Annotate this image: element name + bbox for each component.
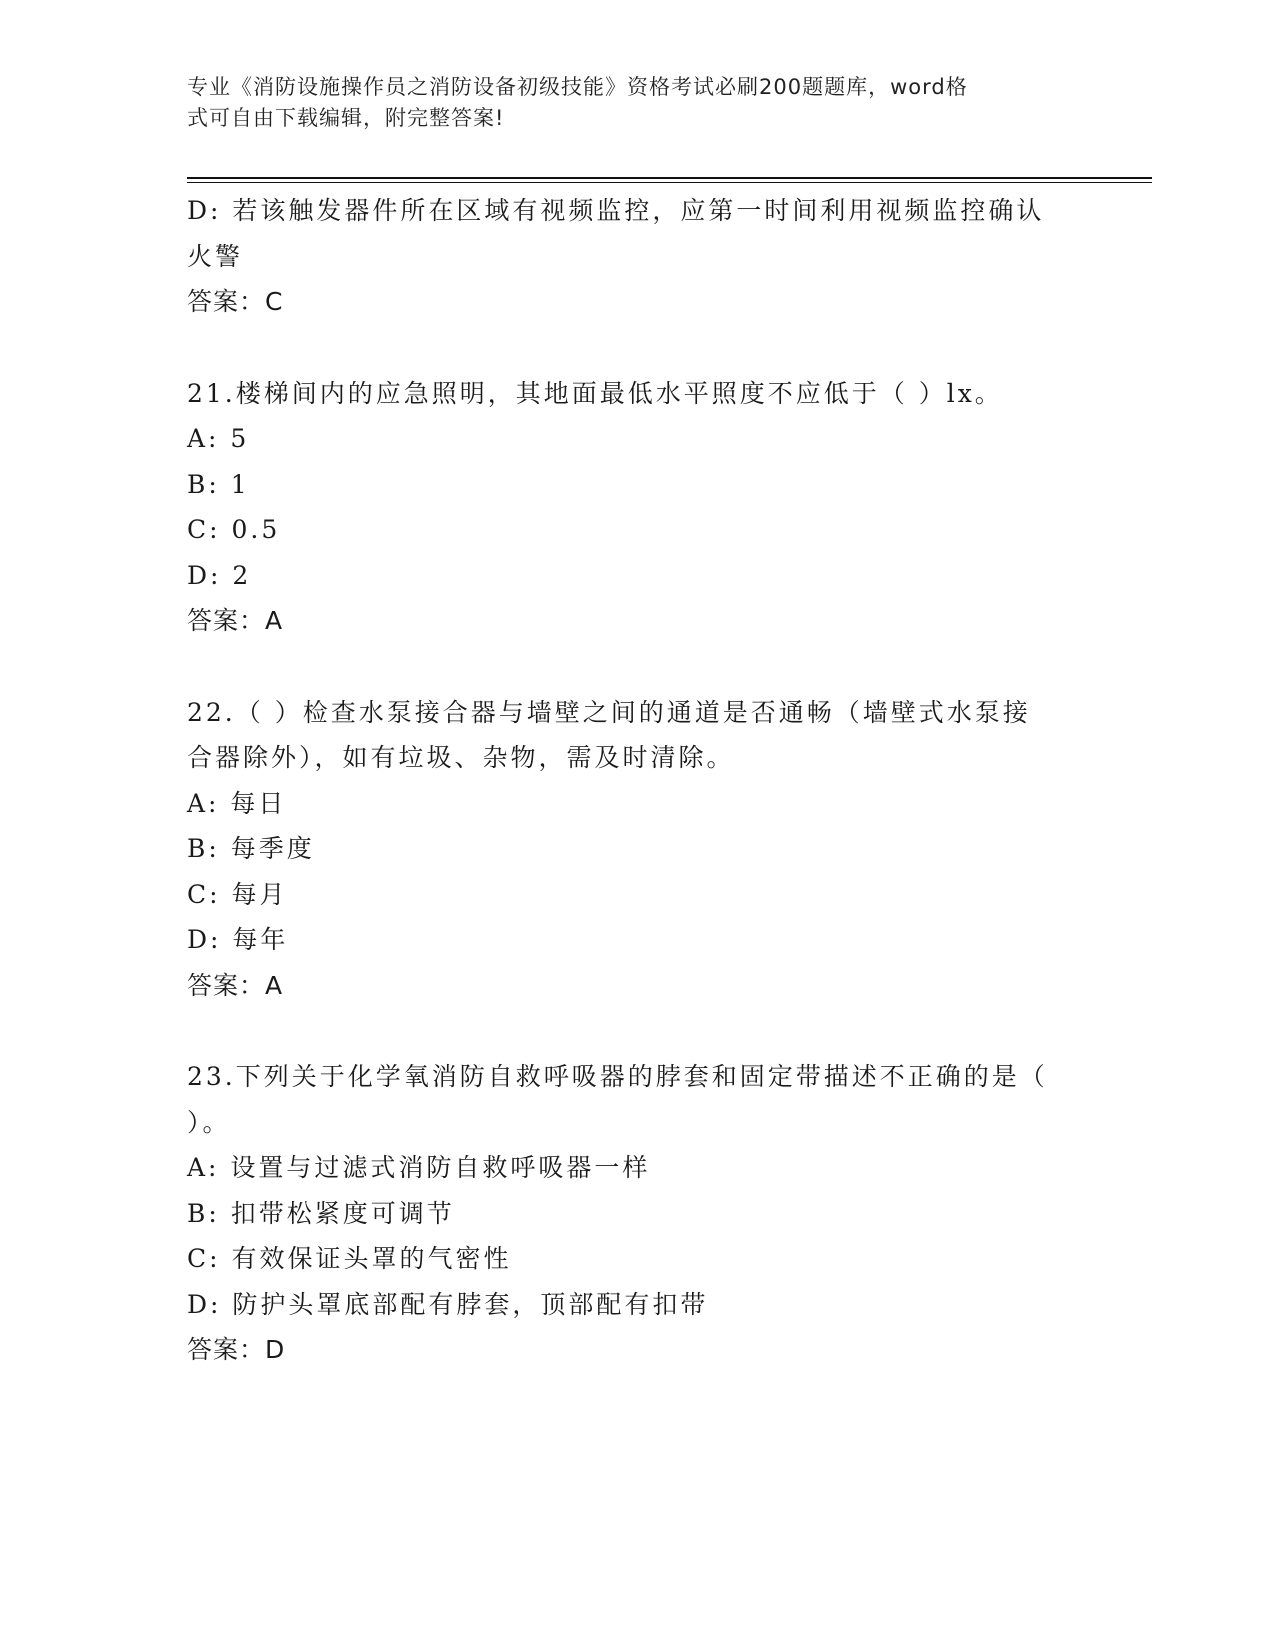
question-stem: 21.楼梯间内的应急照明，其地面最低水平照度不应低于（ ）lx。 — [187, 378, 1003, 408]
question-stem-continued: 合器除外），如有垃圾、杂物，需及时清除。 — [187, 743, 735, 772]
option-d: D: 若该触发器件所在区域有视频监控，应第一时间利用视频监控确认 — [187, 196, 1045, 225]
option-d: D: 防护头罩底部配有脖套，顶部配有扣带 — [187, 1289, 709, 1319]
answer-line: 答案：C — [187, 287, 284, 316]
option-c: C: 有效保证头罩的气密性 — [187, 1244, 512, 1273]
spacer — [187, 1008, 1067, 1054]
question-22 — [187, 690, 1067, 1009]
option-d: D: 每年 — [187, 925, 289, 954]
header-line-2: 式可自由下载编辑，附完整答案! — [187, 106, 505, 130]
option-d: D: 2 — [187, 560, 252, 590]
option-a: A: 5 — [187, 424, 250, 453]
spacer — [187, 325, 1067, 371]
option-c: C: 每月 — [187, 879, 288, 909]
question-stem: 23.下列关于化学氧消防自救呼吸器的脖套和固定带描述不正确的是（ — [187, 1062, 1048, 1091]
spacer — [187, 644, 1067, 690]
answer-line: 答案：D — [187, 1335, 286, 1364]
question-stem-continued: ）。 — [187, 1107, 231, 1137]
carryover-question — [187, 188, 1067, 325]
option-b: B: 1 — [187, 469, 250, 499]
option-b: B: 每季度 — [187, 834, 315, 863]
option-b: B: 扣带松紧度可调节 — [187, 1198, 455, 1228]
option-d-continued: 火警 — [187, 241, 244, 271]
option-c: C: 0.5 — [187, 515, 281, 544]
question-21 — [187, 371, 1067, 644]
question-23 — [187, 1054, 1067, 1373]
header-divider-thin — [187, 182, 1152, 183]
question-list — [187, 188, 1067, 1373]
option-a: A: 每日 — [187, 788, 287, 818]
header-divider-thick — [187, 177, 1152, 179]
document-header — [187, 72, 1067, 134]
option-a: A: 设置与过滤式消防自救呼吸器一样 — [187, 1153, 651, 1182]
answer-line: 答案：A — [187, 606, 284, 635]
question-stem: 22.（ ）检查水泵接合器与墙壁之间的通道是否通畅（墙壁式水泵接 — [187, 697, 1031, 727]
header-line-1: 专业《消防设施操作员之消防设备初级技能》资格考试必刷200题题库，word格 — [187, 75, 968, 99]
answer-line: 答案：A — [187, 970, 284, 1000]
